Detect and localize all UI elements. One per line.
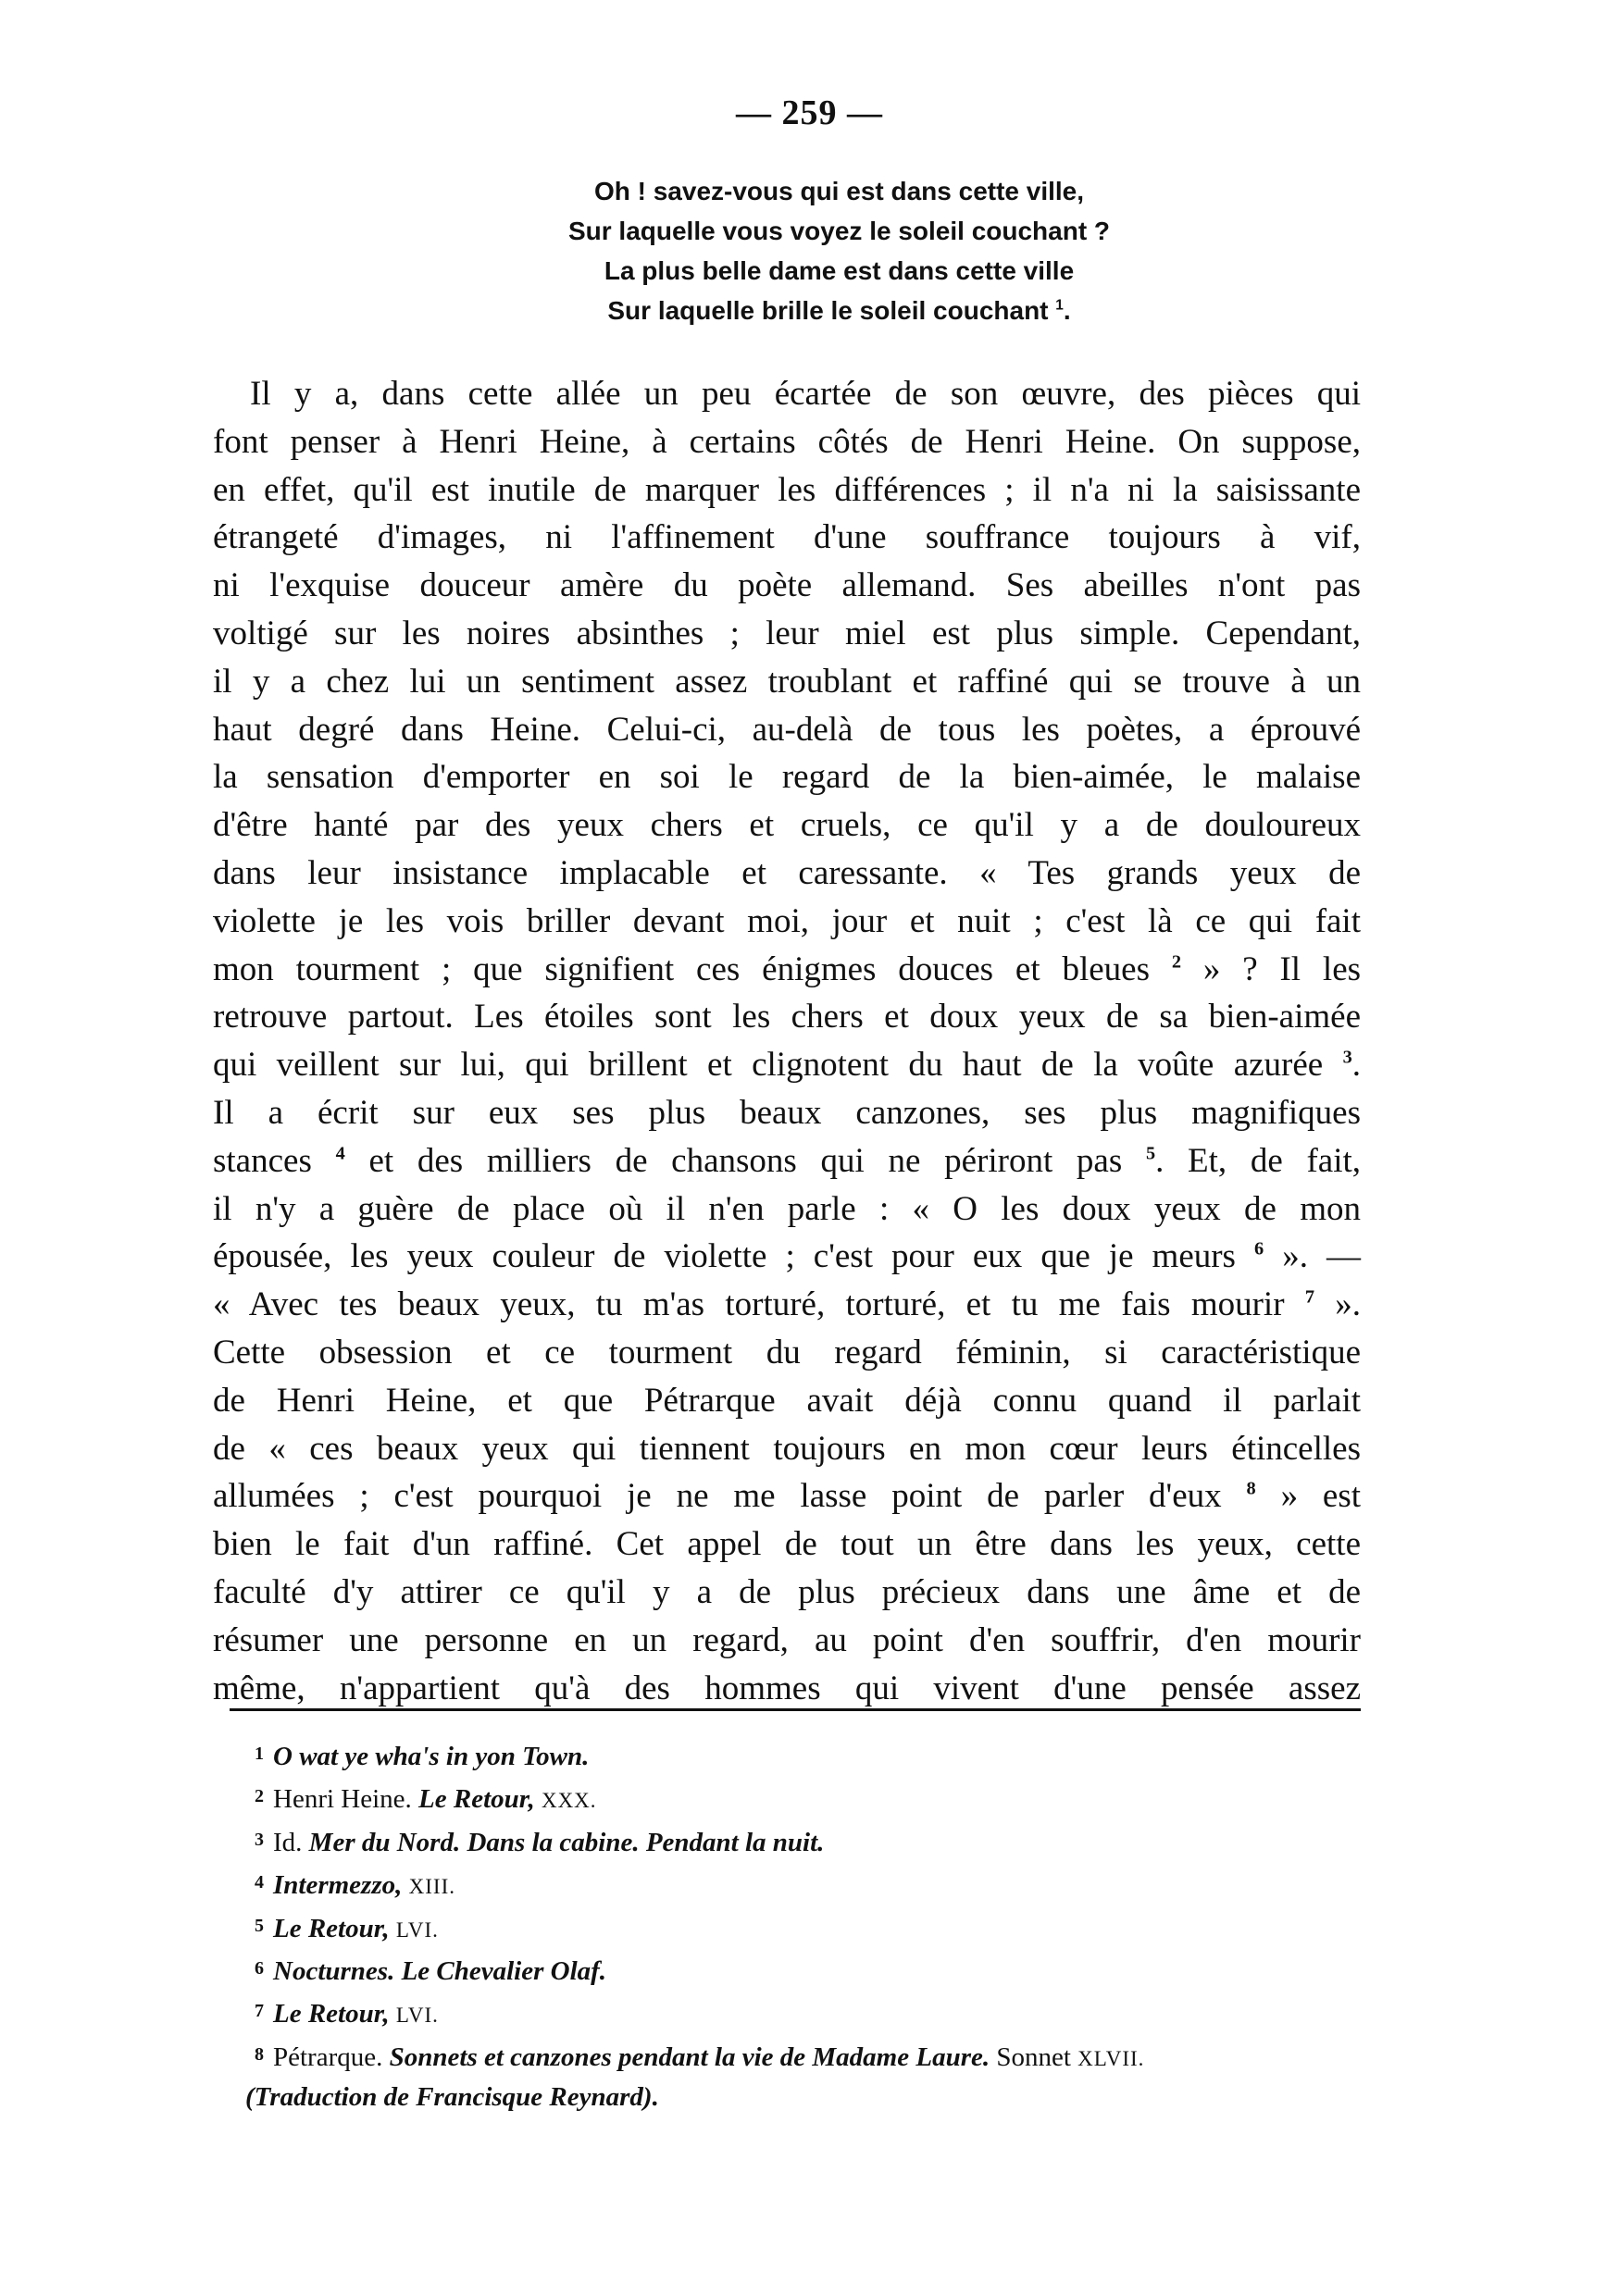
text-segment: qui veillent sur lui, qui brillent et clignotent du haut de la voûte azurée: [213, 1046, 1324, 1085]
text-line: bien le fait d'un raffiné. Cet appel de tout un être dans les yeux, cette: [213, 1525, 1361, 1564]
footnote-title: Le Retour,: [418, 1784, 535, 1815]
footnote: [255, 2033, 1365, 2076]
text-segment: stances: [213, 1141, 312, 1180]
text-line: violette je les vois briller devant moi, jour et nuit ; c'est là ce qui fait: [213, 901, 1361, 940]
epigraph-line: La plus belle dame est dans cette ville: [604, 256, 1075, 285]
footnote-author: Id.: [273, 1827, 303, 1857]
text-line: font penser à Henri Heine, à certains côtés de Henri Heine. On suppose,: [213, 422, 1361, 461]
footnote-divider: [230, 1708, 1361, 1711]
text-line: Il y a, dans cette allée un peu écartée de son œuvre, des pièces qui: [250, 375, 1361, 413]
text-line: résumer une personne en un regard, au point d'en souffrir, d'en mourir: [213, 1620, 1361, 1659]
footnote: [255, 1732, 1365, 1775]
footnote: [255, 1990, 1365, 2032]
text-segment: mon tourment ; que signifient ces énigmes douces et bleues: [213, 949, 1150, 988]
footnote-title: Intermezzo,: [273, 1870, 403, 1901]
text-line: faculté d'y attirer ce qu'il y a de plus précieux dans une âme et de: [213, 1572, 1361, 1611]
footnote-ref: 3: [1342, 1047, 1352, 1068]
text-line: la sensation d'emporter en soi le regard de la bien-aimée, le malaise: [213, 758, 1361, 797]
text-line: ni l'exquise douceur amère du poète allemand. Ses abeilles n'ont pas: [213, 566, 1361, 605]
epigraph-verse: [0, 171, 1619, 330]
footnote: [255, 1775, 1365, 1818]
text-line: même, n'appartient qu'à des hommes qui vivent d'une pensée assez: [213, 1669, 1361, 1707]
text-line: il n'y a guère de place où il n'en parle : « O les doux yeux de mon: [213, 1189, 1361, 1228]
footnote-ref: 2: [1171, 951, 1181, 973]
footnote-section: XXX.: [541, 1789, 597, 1813]
text-line: [213, 946, 1361, 994]
footnote-number: 3: [255, 1829, 264, 1850]
epigraph-line: Oh ! savez-vous qui est dans cette ville,: [593, 177, 1085, 205]
footnote-author: Henri Heine.: [273, 1784, 412, 1815]
footnote-title: Le Retour,: [273, 1999, 390, 2029]
text-line: [213, 1281, 1361, 1329]
footnote-number: 8: [255, 2043, 264, 2065]
footnote-number: 1: [255, 1744, 264, 1764]
footnote-section: XLVII.: [1077, 2046, 1145, 2070]
footnote-section: LVI.: [395, 1917, 439, 1942]
footnote: [255, 1905, 1365, 1947]
footnote-ref: 6: [1254, 1239, 1264, 1260]
text-segment: allumées ; c'est pourquoi je ne me lasse point de parler d'eux: [213, 1477, 1222, 1516]
text-line: il y a chez lui un sentiment assez troublant et raffiné qui se trouve à un: [213, 662, 1361, 701]
text-line: de « ces beaux yeux qui tiennent toujours en mon cœur leurs étincelles: [213, 1429, 1361, 1468]
text-segment: épousée, les yeux couleur de violette ; c'est pour eux que je meurs: [213, 1237, 1236, 1276]
footnote-title: Sonnets et canzones pendant la vie de Madame Laure.: [389, 2042, 990, 2072]
footnote-translation-credit: (Traduction de Francisque Reynard).: [245, 2082, 659, 2113]
footnote-ref: 8: [1246, 1479, 1256, 1499]
text-segment: » est: [1280, 1477, 1362, 1516]
text-line: [213, 1137, 1361, 1185]
text-line: [213, 1233, 1361, 1281]
footnote-ref: 5: [1145, 1143, 1156, 1164]
footnote-number: 6: [255, 1957, 264, 1979]
footnote-author: Pétrarque.: [273, 2042, 383, 2072]
footnote: [255, 1818, 1365, 1861]
text-segment: et des milliers de chansons qui ne périront pas: [368, 1141, 1123, 1180]
footnote-number: 5: [255, 1915, 264, 1936]
epigraph-line-text: Sur laquelle brille le soleil couchant: [607, 296, 1049, 325]
text-line: en effet, qu'il est inutile de marquer les différences ; il n'a ni la saisissante: [213, 470, 1361, 509]
footnotes: [245, 1732, 1365, 2119]
page-number: — 259 —: [736, 93, 883, 132]
text-line: Il a écrit sur eux ses plus beaux canzones, ses plus magnifiques: [213, 1093, 1361, 1132]
footnote-title: Nocturnes. Le Chevalier Olaf.: [273, 1955, 607, 1986]
footnote-title: O wat ye wha's in yon Town.: [273, 1742, 590, 1771]
footnote-title: Mer du Nord. Dans la cabine. Pendant la nuit.: [308, 1827, 825, 1857]
text-line: Cette obsession et ce tourment du regard féminin, si caractéristique: [213, 1333, 1361, 1371]
footnote-section-label: Sonnet: [996, 2042, 1071, 2072]
text-segment: ».: [1335, 1285, 1362, 1324]
text-line: voltigé sur les noires absinthes ; leur miel est plus simple. Cependant,: [213, 614, 1361, 652]
text-segment: « Avec tes beaux yeux, tu m'as torturé, torturé, et tu me fais mourir: [213, 1285, 1285, 1324]
text-line: retrouve partout. Les étoiles sont les chers et doux yeux de sa bien-aimée: [213, 998, 1361, 1036]
epigraph-line: Sur laquelle brille le soleil couchant $^1$.: [607, 296, 1071, 325]
text-segment: » ? Il les: [1202, 949, 1362, 988]
text-line: de Henri Heine, et que Pétrarque avait déjà connu quand il parlait: [213, 1381, 1361, 1420]
epigraph-line: Sur laquelle vous voyez le soleil couchant ?: [567, 217, 1111, 245]
text-line: d'être hanté par des yeux chers et cruels, ce qu'il y a de douloureux: [213, 806, 1361, 845]
footnote-title: Le Retour,: [273, 1913, 390, 1943]
text-line: qui veillent sur lui, qui brillent et clignotent du haut de la voûte azurée $^3$.: [213, 1046, 1362, 1085]
footnote-number: 7: [255, 2001, 264, 2022]
footnote-ref: 1: [1055, 297, 1064, 314]
footnote-ref: 7: [1304, 1286, 1314, 1308]
footnote: [255, 1947, 1365, 1990]
footnote-ref: 4: [335, 1143, 345, 1164]
footnote: [255, 1861, 1365, 1904]
text-line: [213, 1472, 1361, 1520]
text-segment: . Et, de fait,: [1155, 1141, 1362, 1180]
text-line: dans leur insistance implacable et caressante. « Tes grands yeux de: [213, 853, 1361, 892]
text-line: haut degré dans Heine. Celui-ci, au-delà de tous les poètes, a éprouvé: [213, 710, 1361, 749]
text-segment: ». —: [1282, 1237, 1362, 1276]
text-line: étrangeté d'images, ni l'affinement d'une souffrance toujours à vif,: [213, 518, 1361, 557]
footnote-section: LVI.: [395, 2004, 439, 2028]
footnote-number: 4: [255, 1872, 264, 1893]
footnote-continuation: [245, 2076, 1365, 2118]
footnote-section: XIII.: [408, 1875, 455, 1899]
body-paragraph: [213, 370, 1361, 1712]
footnote-number: 2: [255, 1786, 264, 1807]
